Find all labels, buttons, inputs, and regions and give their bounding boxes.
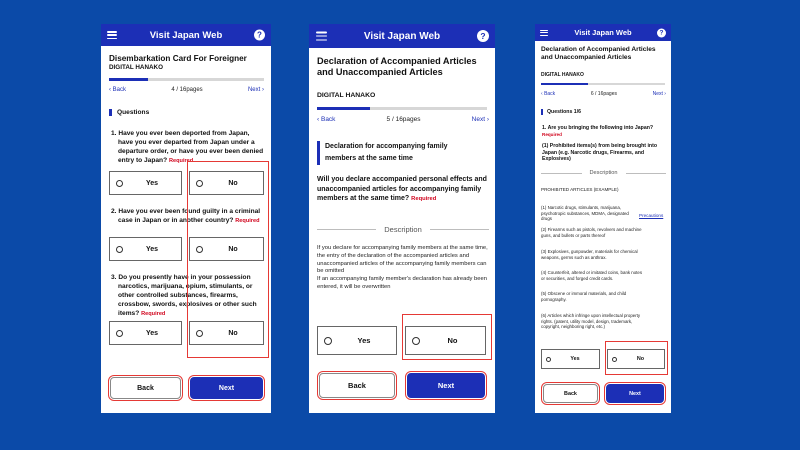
question-text: Will you declare accompanied personal effects and unaccompanied articles for accompanying family members at the same time? xyxy=(317,176,487,202)
radio-button[interactable] xyxy=(116,330,123,337)
question-mark-icon[interactable]: ? xyxy=(254,30,265,41)
pager-next-label: Next xyxy=(652,91,663,97)
progress-bar xyxy=(109,78,264,81)
description-divider xyxy=(317,225,489,234)
hamburger-menu-icon[interactable] xyxy=(540,30,548,36)
section-heading: Questions xyxy=(109,109,149,116)
no-label: No xyxy=(447,336,458,345)
no-label: No xyxy=(228,329,238,337)
prohibited-item: (5) Obscene or immoral materials, and child pornography. xyxy=(541,291,627,302)
hamburger-menu-icon[interactable] xyxy=(316,32,327,41)
prohibited-item: (1) Narcotic drugs, stimulants, marijuana, psychotropic substances, MDMA, designated drugs xyxy=(541,205,629,222)
progress-fill xyxy=(541,83,588,85)
question-3-text: 3. Do you presently have in your possession narcotics, marijuana, opium, stimulants, or other controlled substances, firearms, crossbow, swords, explosives or other such items? xyxy=(111,274,257,317)
user-name: DIGITAL HANAKO xyxy=(109,64,163,71)
question-3-yes-option[interactable] xyxy=(109,321,182,345)
yes-label: Yes xyxy=(145,245,159,253)
prohibited-heading: PROHIBITED ARTICLES (EXAMPLE) xyxy=(541,187,619,192)
user-name: DIGITAL HANAKO xyxy=(541,72,584,78)
no-label: No xyxy=(228,179,238,187)
pager-back-link[interactable]: ‹ Back xyxy=(109,87,127,93)
required-label: Required xyxy=(141,311,166,317)
app-bar xyxy=(309,24,495,48)
question-1-yes-option[interactable] xyxy=(109,171,182,195)
prohibited-item: (2) Firearms such as pistols, revolvers and machine guns, and bullets or parts thereof xyxy=(541,227,642,238)
question xyxy=(317,175,489,205)
pager-back-label: Back xyxy=(320,116,336,123)
question-text: 1. Are you bringing the following into Japan? xyxy=(542,125,654,131)
pager-back-label: Back xyxy=(544,91,556,97)
precautions-link[interactable]: Precautions xyxy=(639,213,664,218)
question-mark-icon[interactable]: ? xyxy=(657,28,666,37)
next-button[interactable]: Next xyxy=(407,373,485,398)
question-mark-icon[interactable]: ? xyxy=(477,30,489,42)
yes-label: Yes xyxy=(357,336,371,345)
pager-back-label: Back xyxy=(112,87,127,93)
progress-bar xyxy=(541,83,665,85)
progress-fill xyxy=(109,78,148,81)
app-bar xyxy=(101,24,271,46)
app-title: Visit Japan Web xyxy=(149,29,223,41)
yes-label: Yes xyxy=(145,329,159,337)
prohibited-item: (6) Articles which infringe upon intellectual property rights. (patent, utility model, design, trademark, copyright, neighboring right, etc.) xyxy=(541,313,641,330)
yes-label: Yes xyxy=(145,179,159,187)
back-button[interactable]: Back xyxy=(543,384,598,403)
pager-back-link[interactable]: ‹ Back xyxy=(317,116,336,123)
pager-next-link[interactable]: Next › xyxy=(247,87,264,93)
no-label: No xyxy=(636,356,645,362)
highlight-box xyxy=(605,341,668,375)
section-heading: Questions 1/6 xyxy=(541,109,581,115)
pager-back-link[interactable]: ‹ Back xyxy=(541,91,556,97)
progress-bar xyxy=(317,107,487,110)
progress-fill xyxy=(317,107,370,110)
yes-option[interactable] xyxy=(317,326,397,355)
section-heading: Declaration for accompanying family members at the same time xyxy=(317,141,477,165)
question-2-text: 2. Have you ever been found guilty in a criminal case in Japan or in another country? xyxy=(111,208,261,224)
app-bar xyxy=(535,24,671,41)
required-label: Required xyxy=(411,196,437,202)
next-button[interactable]: Next xyxy=(190,377,263,399)
sub-question: (1) Prohibited items(s) from being brought into Japan (e.g. Narcotic drugs, Firearms, and Explosives) xyxy=(542,143,657,163)
prohibited-item: (3) Explosives, gunpowder, materials for chemical weapons, germs such as anthrax. xyxy=(541,249,638,260)
page-counter: 4 / 16pages xyxy=(171,87,203,93)
page-counter: 6 / 16pages xyxy=(590,91,617,97)
yes-label: Yes xyxy=(570,356,580,362)
question xyxy=(542,125,664,138)
description-label: Description xyxy=(384,225,422,234)
question-1-text: 1. Have you ever been deported from Japan, have you ever departed from Japan under a departure order, or have you ever been denied entry to Japan? xyxy=(111,130,264,164)
page-title: Disembarkation Card For Foreigner xyxy=(109,54,247,63)
description-text: If you declare for accompanying family members at the same time, the entry of the declaration of the accompanied articles and unaccompanied articles of the accompanying family members can be omitted If an accompanying family member's declaration has already been entered, it will be overwritten xyxy=(317,245,488,290)
page-title: Declaration of Accompanied Articles and Unaccompanied Articles xyxy=(541,46,656,62)
pager xyxy=(541,91,666,97)
pager-next-label: Next xyxy=(247,87,261,93)
screen-prohibited-articles xyxy=(535,24,671,413)
hamburger-menu-icon[interactable] xyxy=(107,31,117,39)
required-label: Required xyxy=(235,218,260,224)
pager-next-label: Next xyxy=(471,116,486,123)
user-name: DIGITAL HANAKO xyxy=(317,92,376,99)
description-label: Description xyxy=(589,170,618,176)
pager xyxy=(317,116,489,123)
next-button[interactable]: Next xyxy=(606,384,664,403)
question-2-yes-option[interactable] xyxy=(109,237,182,261)
app-title: Visit Japan Web xyxy=(363,30,441,42)
description-divider xyxy=(541,170,666,176)
required-label: Required xyxy=(542,131,562,137)
page-title: Declaration of Accompanied Articles and Unaccompanied Articles xyxy=(317,56,477,77)
back-button[interactable]: Back xyxy=(319,373,395,398)
radio-button[interactable] xyxy=(116,180,123,187)
screen-accompanied-articles-family xyxy=(309,24,495,413)
required-label: Required xyxy=(168,158,194,164)
app-title: Visit Japan Web xyxy=(574,28,632,37)
radio-button[interactable] xyxy=(324,337,332,345)
highlight-box xyxy=(187,161,269,358)
pager-next-link[interactable]: Next › xyxy=(471,116,489,123)
pager-next-link[interactable]: Next › xyxy=(652,91,666,97)
no-label: No xyxy=(228,245,238,253)
pager xyxy=(109,87,264,93)
back-button[interactable]: Back xyxy=(110,377,181,399)
highlight-box xyxy=(402,314,492,360)
prohibited-item: (4) Counterfeit, altered or imitated coins, bank notes or securities, and forged credit cards. xyxy=(541,270,643,281)
yes-option[interactable] xyxy=(541,349,600,369)
radio-button[interactable] xyxy=(116,246,123,253)
page-counter: 5 / 16pages xyxy=(386,116,421,123)
prohibited-list xyxy=(541,205,667,330)
screen-disembarkation-card xyxy=(101,24,271,413)
